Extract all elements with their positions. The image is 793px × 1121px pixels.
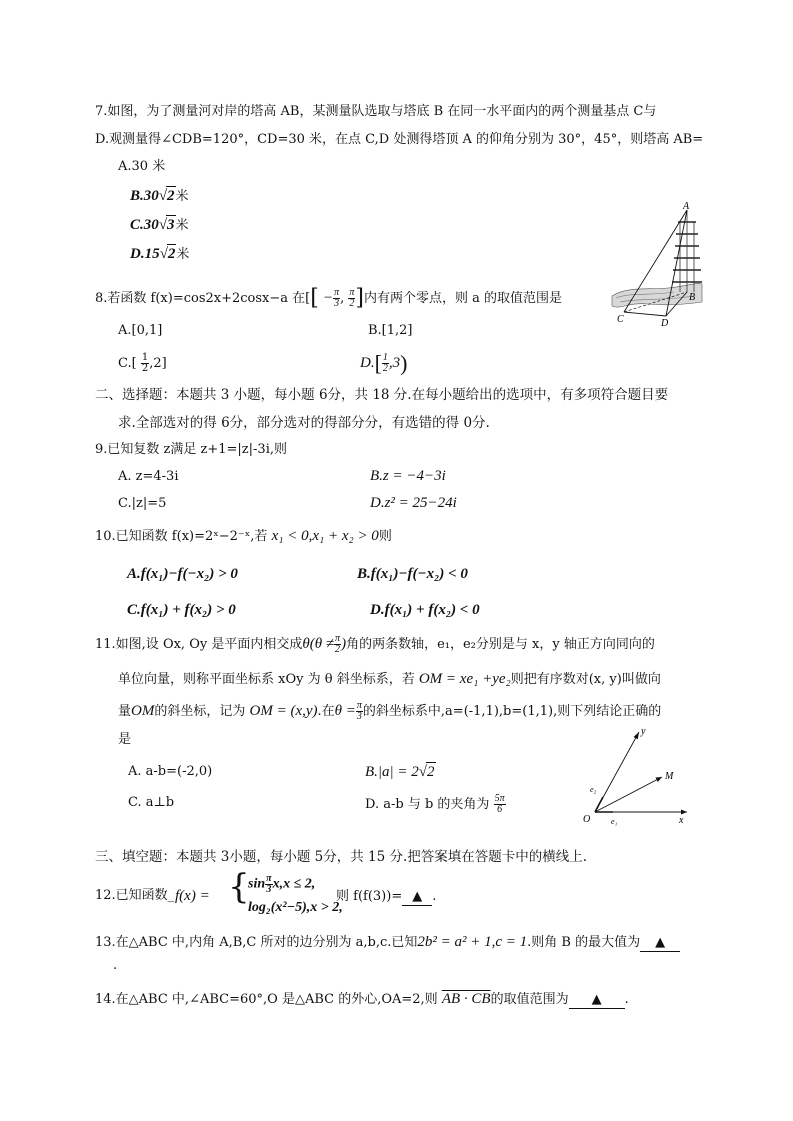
q8-stem: 8.若函数 f(x)=cos2x+2cosx−a 在[[ − $\frac{\pi}{3}$ , $\frac{\pi}{2}$ ]内有两个零点，则 a 的取值范围是	[95, 285, 562, 311]
q7-option-b: B.30√2米	[130, 188, 189, 204]
q12-case-1: sin $\frac{\pi}{3}$ x,x ≤ 2,	[248, 873, 316, 895]
q12-brace-icon: {	[228, 867, 250, 907]
section2-header-line2: 求.全部选对的得 6分，部分选对的得部分分，有选错的得 0分.	[118, 415, 490, 431]
label-o: O	[583, 814, 591, 825]
q13-stem: 13.在△ABC 中,内角 A,B,C 所对的边分别为 a,b,c.已知2b² = a² + 1,c = 1.则角 B 的最大值为 ▲	[95, 933, 680, 952]
q7-stem-line1: 7.如图，为了测量河对岸的塔高 AB，某测量队选取与塔底 B 在同一水平面内的两个测量基点 C与	[95, 104, 657, 119]
q7-option-a: A.30 米	[118, 159, 166, 174]
q14-stem: 14.在△ABC 中,∠ABC=60°,O 是△ABC 的外心,OA=2,则 AB · CB的取值范围为 ▲ .	[95, 991, 629, 1007]
q9-option-c: C.|z|=5	[118, 496, 167, 511]
q11-stem-line3: 量OM的斜坐标，记为 OM = (x,y).在θ = $\frac{\pi}{3}$ 的斜坐标系中,a=(-1,1),b=(1,1),则下列结论正确的	[118, 700, 662, 722]
q11-option-d: D. a-b 与 b 的夹角为 $\frac{5\pi}{6}$	[365, 793, 505, 815]
q8-option-c: C.[ $\frac{1}{2}$ ,2]	[118, 352, 167, 374]
q9-option-b: B.z = −4−3i	[370, 468, 446, 484]
q9-stem: 9.已知复数 z满足 z+1=|z|-3i,则	[95, 442, 287, 457]
label-a: A	[683, 201, 690, 212]
q12-fx: f(x) =	[175, 888, 210, 904]
q13-continuation: .	[113, 958, 118, 973]
q11-option-b: B.|a| = 2√2	[365, 764, 435, 780]
q7-option-d: D.15√2米	[130, 246, 190, 262]
q11-stem-line4: 是	[118, 732, 132, 747]
q12-stem-prefix: 12.已知函数_	[95, 888, 175, 903]
oblique-axes-figure	[575, 724, 695, 832]
label-m: M	[665, 771, 674, 782]
q11-stem-line2: 单位向量，则称平面坐标系 xOy 为 θ 斜坐标系，若 OM = xe₁ +ye₂则把有序数对(x, y)叫做向	[118, 671, 661, 687]
q10-option-b: B.f(x₁)−f(−x₂) < 0	[357, 566, 468, 582]
q12-case-2: log₂(x²−5),x > 2,	[248, 900, 343, 915]
q8-option-b: B.[1,2]	[368, 323, 413, 338]
q10-option-d: D.f(x₁) + f(x₂) < 0	[370, 602, 480, 618]
label-y: y	[641, 726, 646, 737]
q14-answer-blank[interactable]: ▲	[569, 992, 625, 1009]
q7-option-c: C.30√3米	[130, 217, 189, 233]
label-e1: e₁	[611, 817, 618, 826]
label-b: B	[689, 292, 696, 303]
q8-option-d: D.[ $\frac{1}{2}$ ,3)	[360, 350, 408, 376]
q10-stem: 10.已知函数 f(x)=2ˣ−2⁻ˣ,若 x₁ < 0,x₁ + x₂ > 0则	[95, 528, 392, 544]
section2-header-line1: 二、选择题：本题共 3 小题，每小题 6分，共 18 分.在每小题给出的选项中，有多项符合题目要	[95, 387, 669, 403]
q8-option-a: A.[0,1]	[118, 323, 163, 338]
q9-option-a: A. z=4-3i	[118, 469, 179, 484]
label-x: x	[679, 815, 684, 826]
q12-stem-suffix: 则 f(f(3))= ▲ .	[336, 889, 437, 904]
x-axis-arrow-icon	[681, 810, 687, 815]
q11-option-c: C. a⊥b	[128, 795, 175, 810]
q9-option-d: D.z² = 25−24i	[370, 495, 457, 511]
q11-option-a: A. a-b=(-2,0)	[128, 764, 213, 779]
q13-answer-blank[interactable]: ▲	[640, 935, 680, 952]
label-d: D	[661, 318, 669, 328]
q7-stem-line2: D.观测量得∠CDB=120°，CD=30 米，在点 C,D 处测得塔顶 A 的仰角分别为 30°，45°，则塔高 AB=	[95, 132, 704, 147]
q10-option-c: C.f(x₁) + f(x₂) > 0	[127, 602, 236, 618]
label-c: C	[617, 314, 624, 325]
q10-option-a: A.f(x₁)−f(−x₂) > 0	[127, 566, 238, 582]
q12-answer-blank[interactable]: ▲	[402, 889, 432, 906]
y-axis-arrow-icon	[634, 732, 640, 739]
tower-figure	[608, 200, 704, 328]
label-e2: e₂	[590, 785, 597, 794]
line-cd	[624, 312, 666, 316]
section3-header: 三、填空题：本题共 3小题，每小题 5分，共 15 分.把答案填在答题卡中的横线上.	[95, 849, 588, 865]
q11-stem-line1: 11.如图,设 Ox, Oy 是平面内相交成θ(θ ≠ $\frac{\pi}{2}$ )角的两条数轴，e₁，e₂分别是与 x，y 轴正方向同向的	[95, 633, 655, 655]
